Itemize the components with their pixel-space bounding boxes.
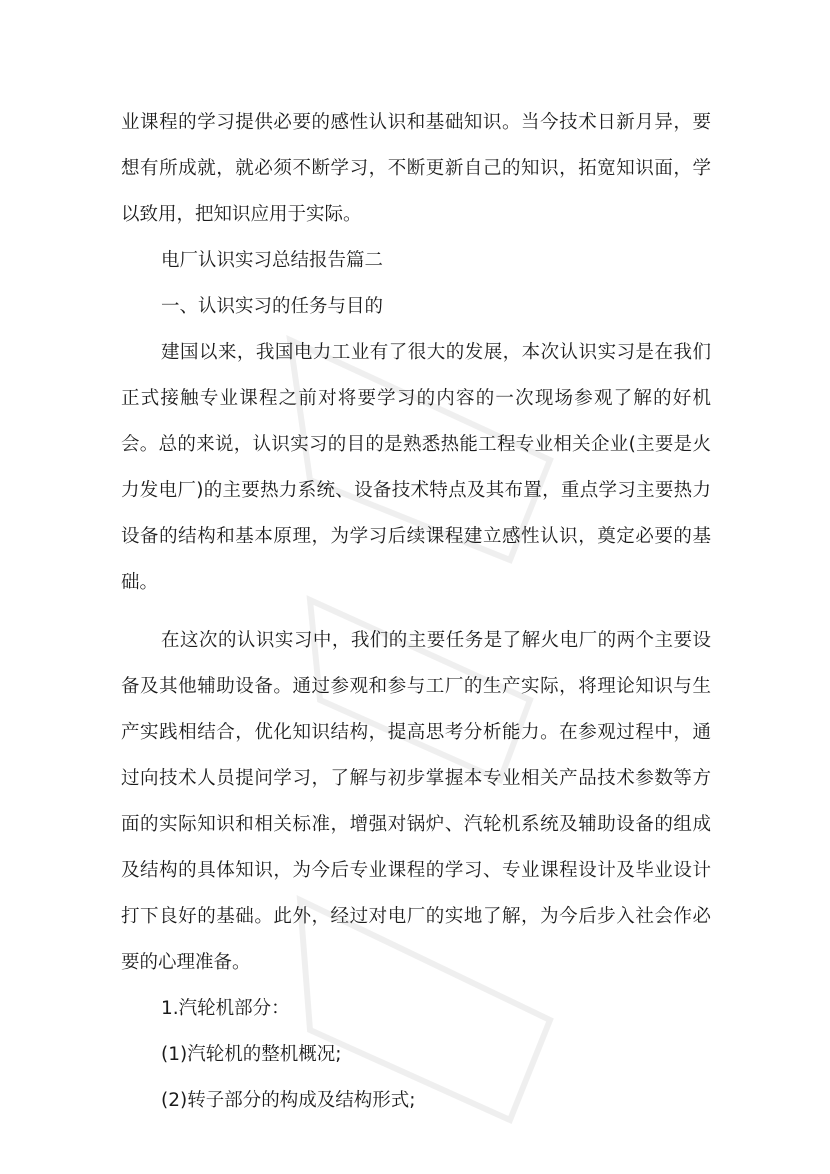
paragraph-body: 建国以来，我国电力工业有了很大的发展，本次认识实习是在我们正式接触专业课程之前对将要学习的内容的一次现场参观了解的好机会。总的来说，认识实习的目的是熟悉热能工程专业相关企业(主要是火力发电厂)的主要热力系统、设备技术特点及其布置，重点学习主要热力设备的结构和基本原理，为学习后续课程建立感性认识，奠定必要的基础。 — [121, 342, 711, 593]
paragraph-body: 在这次的认识实习中，我们的主要任务是了解火电厂的两个主要设备及其他辅助设备。通过参观和参与工厂的生产实际，将理论知识与生产实践相结合，优化知识结构，提高思考分析能力。在参观过程中，通过向技术人员提问学习，了解与初步掌握本专业相关产品技术参数等方面的实际知识和相关标准，增强对锅炉、汽轮机系统及辅助设备的组成及结构的具体知识，为今后专业课程的学习、专业课程设计及毕业设计打下良好的基础。此外，经过对电厂的实地了解，为今后步入社会作必要的心理准备。 — [121, 630, 711, 973]
document-body — [121, 100, 711, 1124]
list-heading: 1.汽轮机部分： — [161, 998, 290, 1019]
section-heading: 一、认识实习的任务与目的 — [161, 296, 384, 317]
list-item: (2)转子部分的构成及结构形式; — [161, 1090, 416, 1111]
list-item: (1)汽轮机的整机概况; — [161, 1044, 342, 1065]
section-title: 电厂认识实习总结报告篇二 — [161, 250, 384, 271]
paragraph-intro-continuation: 业课程的学习提供必要的感性认识和基础知识。当今技术日新月异，要想有所成就，就必须不断学习，不断更新自己的知识，拓宽知识面，学以致用，把知识应用于实际。 — [121, 112, 711, 225]
